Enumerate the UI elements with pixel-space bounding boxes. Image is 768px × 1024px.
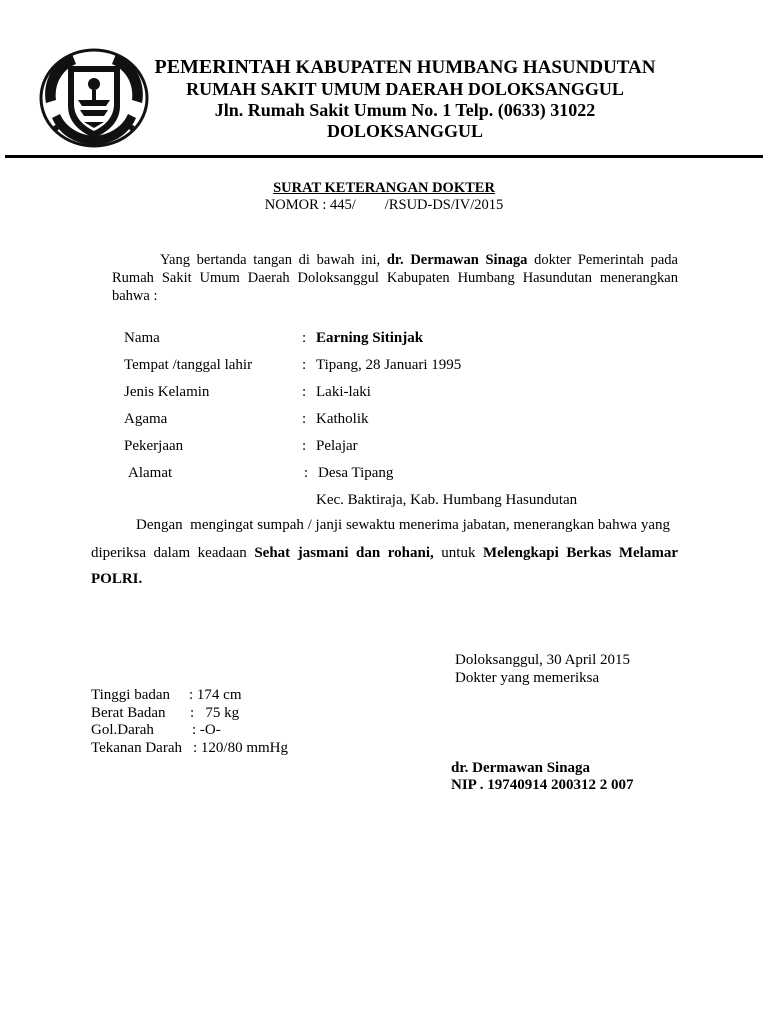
detail-colon: : <box>302 357 307 373</box>
statement-text-a: diperiksa dalam keadaan <box>91 545 255 561</box>
statement-health: Sehat jasmani dan rohani, <box>254 545 434 561</box>
letterhead-prefix: PEMERINTAH <box>154 56 291 78</box>
statement-purpose: Melengkapi Berkas Melamar <box>482 545 678 561</box>
measurement-label: Gol.Darah <box>91 722 154 738</box>
measurement-value-weight: : 75 kg <box>190 705 240 721</box>
measurement-value-height: : 174 cm <box>189 687 242 703</box>
statement-line-2 <box>91 545 678 562</box>
letterhead-line-2: RUMAH SAKIT UMUM DAERAH DOLOKSANGGUL <box>186 79 624 99</box>
statement-line-1: Dengan mengingat sumpah / janji sewaktu menerima jabatan, menerangkan bahwa yang <box>136 517 670 533</box>
detail-colon: : <box>302 330 307 346</box>
measurement-label: Tekanan Darah <box>91 740 182 756</box>
letterhead-divider <box>5 155 763 158</box>
detail-label: Agama <box>124 411 168 427</box>
detail-value-sex: Laki-laki <box>316 384 371 400</box>
detail-value-name: Earning Sitinjak <box>316 330 424 346</box>
regency-emblem-logo <box>38 48 150 148</box>
place-date: Doloksanggul, 30 April 2015 <box>455 652 630 668</box>
signatory-name: dr. Dermawan Sinaga <box>451 760 591 776</box>
letterhead-regency: KABUPATEN HUMBANG HASUNDUTAN <box>295 57 656 78</box>
detail-value-address: Desa Tipang <box>318 465 394 481</box>
letterhead-line-1 <box>150 56 660 79</box>
measurement-label: Berat Badan <box>91 705 166 721</box>
detail-value-religion: Katholik <box>316 411 369 427</box>
detail-value-address-line-2: Kec. Baktiraja, Kab. Humbang Hasundutan <box>316 492 578 508</box>
letterhead-address: Jln. Rumah Sakit Umum No. 1 Telp. (0633) 31022 <box>214 100 596 120</box>
detail-label: Jenis Kelamin <box>124 384 210 400</box>
intro-text-2: dokter Pemerintah pada Rumah Sakit Umum Daerah Doloksanggul Kabupaten Humbang Hasundutan menerangkan bahwa : <box>112 252 678 304</box>
detail-colon: : <box>302 438 307 454</box>
signatory-nip: NIP . 19740914 200312 2 007 <box>451 777 634 793</box>
statement-text-c: untuk <box>433 545 483 561</box>
measurement-value-blood-type: : -O- <box>192 722 221 738</box>
detail-colon: : <box>302 411 307 427</box>
intro-paragraph <box>112 251 678 305</box>
detail-label: Nama <box>124 330 160 346</box>
detail-colon: : <box>304 465 309 481</box>
intro-doctor-name: dr. Dermawan Sinaga <box>386 252 528 268</box>
statement-line-3: POLRI. <box>91 571 143 587</box>
intro-text-1: Yang bertanda tangan di bawah ini, <box>160 252 387 268</box>
detail-label: Alamat <box>128 465 173 481</box>
detail-label: Pekerjaan <box>124 438 184 454</box>
measurement-label: Tinggi badan <box>91 687 171 703</box>
signatory-role: Dokter yang memeriksa <box>455 670 600 686</box>
detail-value-occupation: Pelajar <box>316 438 358 454</box>
document-number: NOMOR : 445/ /RSUD-DS/IV/2015 <box>264 197 504 213</box>
document-title: SURAT KETERANGAN DOKTER <box>273 180 495 196</box>
detail-value-birth: Tipang, 28 Januari 1995 <box>316 357 462 373</box>
letterhead-city: DOLOKSANGGUL <box>326 121 484 141</box>
measurement-value-blood-pressure: : 120/80 mmHg <box>193 740 289 756</box>
detail-label: Tempat /tanggal lahir <box>124 357 253 373</box>
detail-colon: : <box>302 384 307 400</box>
